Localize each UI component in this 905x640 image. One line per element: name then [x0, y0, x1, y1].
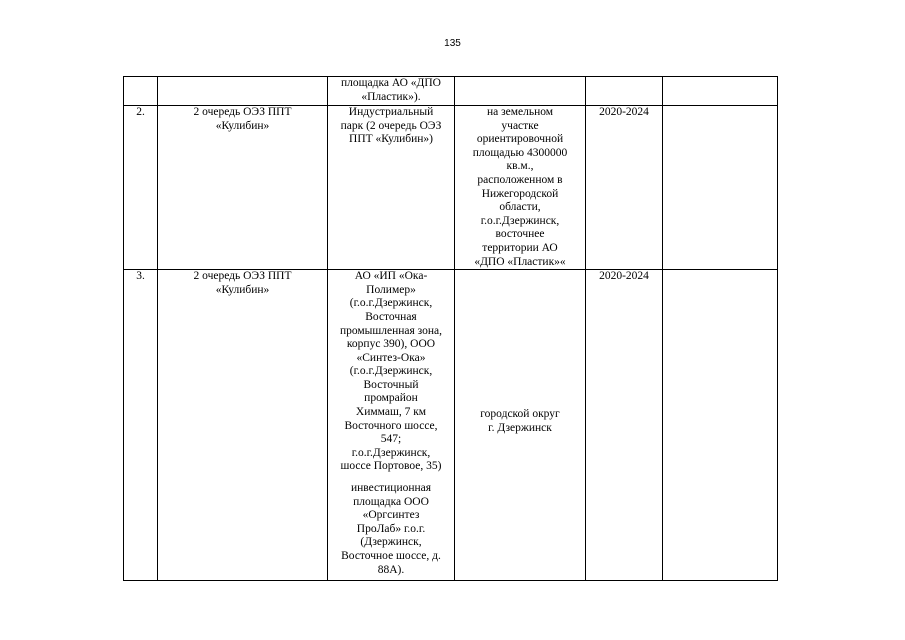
page-number: 135 — [444, 38, 461, 49]
object-secondary-line: «Оргсинтез — [362, 509, 420, 522]
location-line: городской округ — [480, 408, 560, 421]
object-secondary-line: 88А). — [377, 563, 405, 576]
location-line: г. Дзержинск — [488, 421, 552, 434]
object-line: (г.о.г.Дзержинск, — [349, 365, 433, 378]
location-line: г.о.г.Дзержинск, — [480, 214, 560, 227]
object-secondary-line: (Дзержинск, — [360, 536, 422, 549]
object-line: Индустриальный — [348, 106, 434, 118]
location-line: расположенном в — [477, 173, 563, 186]
object-cell — [328, 270, 455, 581]
location-cell — [455, 106, 586, 270]
location-line: ориентировочной — [476, 133, 564, 146]
object-line: парк (2 очередь ОЭЗ — [340, 119, 442, 132]
period: 2020-2024 — [599, 270, 649, 283]
object-line: шоссе Портовое, 35) — [340, 460, 442, 473]
object-secondary-line: площадка ООО — [353, 495, 429, 508]
row-number-cell — [124, 270, 158, 581]
extra-cell — [663, 106, 778, 270]
location-cell — [455, 77, 586, 106]
object-secondary-line: Восточное шоссе, д. — [341, 550, 441, 562]
object-cell — [328, 77, 455, 106]
object-cell — [328, 106, 455, 270]
zone-name-line: 2 очередь ОЭЗ ППТ — [193, 106, 292, 118]
object-line: «Синтез-Ока» — [356, 351, 426, 364]
object-secondary-line: ПроЛаб» г.о.г. — [356, 522, 426, 535]
object-line: г.о.г.Дзержинск, — [351, 446, 431, 459]
object-line: ППТ «Кулибин») — [349, 133, 433, 146]
extra-cell — [663, 77, 778, 106]
row-number-cell — [124, 106, 158, 270]
object-line: Полимер» — [366, 283, 416, 296]
location-cell — [455, 270, 586, 581]
object-line: (г.о.г.Дзержинск, — [349, 297, 433, 310]
zone-name-line: «Кулибин» — [215, 283, 270, 296]
object-secondary-line: инвестиционная — [350, 482, 432, 495]
object-line: корпус 390), ООО — [346, 338, 436, 351]
location-block — [458, 270, 582, 435]
data-table — [123, 76, 778, 581]
object-line: Восточный — [363, 378, 419, 391]
location-line: «ДПО «Пластик»« — [474, 255, 566, 268]
object-line: 547; — [380, 433, 402, 446]
location-line: кв.м., — [506, 160, 534, 173]
object-line: промрайон — [364, 392, 418, 405]
row-number: 3. — [136, 270, 145, 283]
table-row — [124, 106, 778, 270]
period: 2020-2024 — [599, 106, 649, 118]
object-line: площадка АО «ДПО — [341, 77, 441, 89]
object-line: промышленная зона, — [339, 324, 443, 337]
row-number: 2. — [136, 106, 145, 118]
location-line: восточнее — [495, 228, 545, 241]
location-line: Нижегородской — [481, 187, 559, 200]
period-cell — [586, 77, 663, 106]
object-line: Восточная — [365, 310, 417, 323]
period-cell — [586, 270, 663, 581]
object-secondary-block — [331, 482, 451, 577]
location-line: территории АО — [482, 241, 558, 254]
location-line: области, — [499, 201, 541, 214]
row-number-cell — [124, 77, 158, 106]
extra-cell — [663, 270, 778, 581]
object-line: АО «ИП «Ока- — [354, 270, 428, 283]
zone-name-cell — [158, 106, 328, 270]
object-line: Химмаш, 7 км — [355, 406, 427, 419]
table-row — [124, 77, 778, 106]
location-line: на земельном — [486, 106, 554, 118]
zone-name-cell — [158, 77, 328, 106]
zone-name-line: 2 очередь ОЭЗ ППТ — [193, 270, 292, 283]
location-line: участке — [501, 119, 539, 132]
zone-name-cell — [158, 270, 328, 581]
object-line: «Пластик»). — [361, 90, 421, 103]
location-line: площадью 4300000 — [472, 146, 568, 159]
zone-name-line: «Кулибин» — [215, 119, 270, 132]
period-cell — [586, 106, 663, 270]
object-line: Восточного шоссе, — [344, 419, 438, 432]
table-row — [124, 270, 778, 581]
